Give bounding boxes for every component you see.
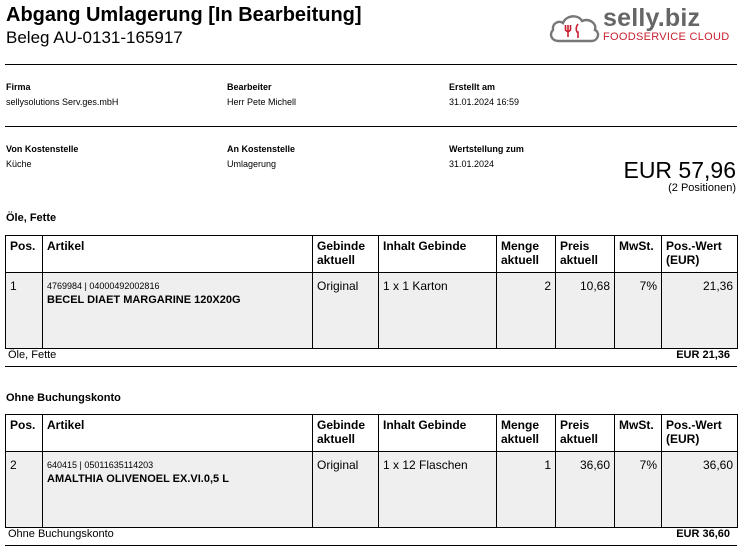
positions-count: (2 Positionen) — [668, 182, 736, 194]
section-title: Ohne Buchungskonto — [6, 392, 121, 404]
firma-value: sellysolutions Serv.ges.mbH — [6, 97, 119, 107]
cell-poswert: 21,36 — [662, 273, 738, 349]
cell-mwst: 7% — [615, 452, 662, 528]
subtotal-label: Ohne Buchungskonto — [8, 528, 114, 540]
document-number: Beleg AU-0131-165917 — [6, 28, 183, 47]
firma-label: Firma — [6, 82, 31, 92]
subtotal-value: EUR 21,36 — [676, 349, 730, 361]
von-kostenstelle-label: Von Kostenstelle — [6, 144, 79, 154]
cell-gebinde: Original — [313, 452, 379, 528]
wertstellung-value: 31.01.2024 — [449, 159, 495, 169]
selly-cloud-logo-icon — [547, 12, 601, 44]
an-kostenstelle-value: Umlagerung — [227, 159, 277, 169]
wertstellung-label: Wertstellung zum — [449, 144, 524, 154]
column-header-preis: Preis aktuell — [556, 415, 615, 452]
cell-pos: 2 — [6, 452, 43, 528]
table-header-row — [6, 236, 738, 273]
cell-inhalt: 1 x 12 Flaschen — [379, 452, 497, 528]
article-name: BECEL DIAET MARGARINE 120X20G — [47, 294, 241, 306]
divider — [5, 126, 737, 127]
column-header-pos: Pos. — [6, 415, 43, 452]
table-row — [6, 273, 738, 349]
section-title: Öle, Fette — [6, 212, 57, 224]
section-subtotal — [5, 346, 737, 367]
column-header-menge: Menge aktuell — [497, 415, 556, 452]
column-header-pos: Pos. — [6, 236, 43, 273]
an-kostenstelle-label: An Kostenstelle — [227, 144, 296, 154]
cell-menge: 1 — [497, 452, 556, 528]
bearbeiter-value: Herr Pete Michell — [227, 97, 297, 107]
cell-poswert: 36,60 — [662, 452, 738, 528]
column-header-inhalt: Inhalt Gebinde — [379, 236, 497, 273]
cell-preis: 36,60 — [556, 452, 615, 528]
von-kostenstelle-value: Küche — [6, 159, 32, 169]
table-header-row — [6, 415, 738, 452]
cell-pos: 1 — [6, 273, 43, 349]
bearbeiter-label: Bearbeiter — [227, 82, 272, 92]
column-header-mwst: MwSt. — [615, 236, 662, 273]
column-header-inhalt: Inhalt Gebinde — [379, 415, 497, 452]
article-name: AMALTHIA OLIVENOEL EX.VI.0,5 L — [47, 473, 229, 485]
cell-artikel — [43, 273, 313, 349]
cell-inhalt: 1 x 1 Karton — [379, 273, 497, 349]
column-header-menge: Menge aktuell — [497, 236, 556, 273]
column-header-artikel: Artikel — [43, 236, 313, 273]
cell-menge: 2 — [497, 273, 556, 349]
table-row — [6, 452, 738, 528]
column-header-artikel: Artikel — [43, 415, 313, 452]
article-code: 640415 | 05011635114203 — [47, 460, 154, 470]
article-code: 4769984 | 04000492002816 — [47, 281, 160, 291]
column-header-poswert: Pos.-Wert (EUR) — [662, 236, 738, 273]
document-title: Abgang Umlagerung [In Bearbeitung] — [6, 4, 362, 26]
logo-tagline: FOODSERVICE CLOUD — [603, 31, 730, 43]
erstellt-value: 31.01.2024 16:59 — [449, 97, 520, 107]
subtotal-label: Öle, Fette — [8, 349, 57, 361]
total-amount: EUR 57,96 — [623, 157, 736, 183]
cell-preis: 10,68 — [556, 273, 615, 349]
items-table — [5, 414, 738, 528]
subtotal-value: EUR 36,60 — [676, 528, 730, 540]
column-header-poswert: Pos.-Wert (EUR) — [662, 415, 738, 452]
column-header-preis: Preis aktuell — [556, 236, 615, 273]
erstellt-label: Erstellt am — [449, 82, 496, 92]
items-table — [5, 235, 738, 349]
cell-artikel — [43, 452, 313, 528]
column-header-gebinde: Gebinde aktuell — [313, 236, 379, 273]
column-header-gebinde: Gebinde aktuell — [313, 415, 379, 452]
divider — [5, 64, 737, 65]
section-subtotal — [5, 525, 737, 546]
logo-wordmark: selly.biz — [603, 4, 701, 32]
cell-gebinde: Original — [313, 273, 379, 349]
cell-mwst: 7% — [615, 273, 662, 349]
column-header-mwst: MwSt. — [615, 415, 662, 452]
